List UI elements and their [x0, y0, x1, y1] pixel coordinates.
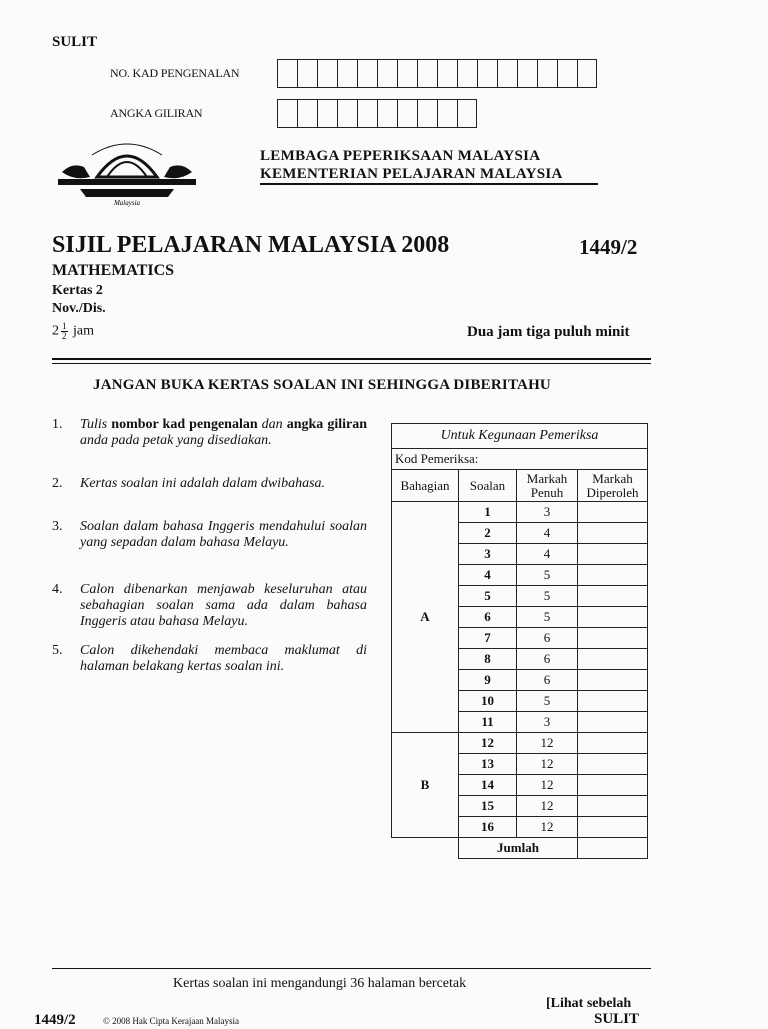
- marks-input[interactable]: [578, 628, 648, 649]
- agency-underline: [260, 183, 598, 185]
- divider: [52, 358, 651, 360]
- table-heading: Untuk Kegunaan Pemeriksa: [392, 424, 648, 449]
- col-section: Bahagian: [392, 470, 459, 502]
- marks-input[interactable]: [578, 670, 648, 691]
- subject-name: MATHEMATICS: [52, 262, 175, 279]
- examiner-marks-table: [391, 423, 648, 859]
- marks-input[interactable]: [578, 712, 648, 733]
- table-row: B 12 12: [392, 733, 648, 754]
- marks-input[interactable]: [578, 565, 648, 586]
- turn-over-note: [Lihat sebelah: [546, 996, 632, 1011]
- index-number-boxes[interactable]: [277, 99, 477, 128]
- duration-fraction: $\frac{1}{2}$: [62, 321, 67, 341]
- col-full-marks: Markah Penuh: [517, 470, 578, 502]
- paper-number: Kertas 2: [52, 283, 103, 298]
- table-row: 7 6: [392, 628, 648, 649]
- agency-line-2: KEMENTERIAN PELAJARAN MALAYSIA: [260, 166, 563, 182]
- table-row: 10 5: [392, 691, 648, 712]
- copyright: © 2008 Hak Cipta Kerajaan Malaysia: [103, 1016, 240, 1026]
- section-b: B: [392, 733, 459, 838]
- pages-note: Kertas soalan ini mengandungi 36 halaman bercetak: [173, 976, 467, 991]
- marks-input[interactable]: [578, 586, 648, 607]
- duration-unit: jam: [73, 323, 94, 339]
- table-row: 14 12: [392, 775, 648, 796]
- marks-input[interactable]: [578, 649, 648, 670]
- marks-input[interactable]: [578, 796, 648, 817]
- col-question: Soalan: [459, 470, 517, 502]
- exam-title: SIJIL PELAJARAN MALAYSIA 2008: [52, 232, 450, 258]
- table-row: 8 6: [392, 649, 648, 670]
- examiner-code-field[interactable]: Kod Pemeriksa:: [392, 449, 648, 470]
- duration: [52, 322, 94, 341]
- duration-whole: 2: [52, 323, 59, 339]
- divider-thin: [52, 363, 651, 364]
- marks-input[interactable]: [578, 817, 648, 838]
- table-row: 15 12: [392, 796, 648, 817]
- marks-input[interactable]: [578, 754, 648, 775]
- sulit-label: SULIT: [52, 34, 98, 50]
- table-row: 11 3: [392, 712, 648, 733]
- table-row: 5 5: [392, 586, 648, 607]
- total-label: Jumlah: [459, 838, 578, 859]
- table-row: 9 6: [392, 670, 648, 691]
- paper-code: 1449/2: [579, 235, 638, 259]
- exam-board-emblem-icon: [52, 137, 202, 207]
- ic-number-label: NO. KAD PENGENALAN: [110, 66, 240, 80]
- marks-input[interactable]: [578, 691, 648, 712]
- footer-paper-code: 1449/2: [34, 1012, 76, 1028]
- marks-input[interactable]: [578, 607, 648, 628]
- footer-divider: [52, 968, 651, 969]
- table-row: 2 4: [392, 523, 648, 544]
- total-row: [392, 838, 648, 859]
- instruction-5: 5. Calon dikehendaki membaca maklumat di halaman belakang kertas soalan ini.: [52, 643, 367, 674]
- table-row: 3 4: [392, 544, 648, 565]
- table-row: 6 5: [392, 607, 648, 628]
- table-row: 16 12: [392, 817, 648, 838]
- table-row: 4 5: [392, 565, 648, 586]
- instruction-4: 4. Calon dibenarkan menjawab keseluruhan atau sebahagian soalan sama ada dalam bahasa Inggeris atau bahasa Melayu.: [52, 582, 367, 629]
- instruction-2: 2. Kertas soalan ini adalah dalam dwibahasa.: [52, 476, 326, 491]
- total-input[interactable]: [578, 838, 648, 859]
- marks-input[interactable]: [578, 502, 648, 523]
- index-number-label: ANGKA GILIRAN: [110, 106, 203, 120]
- table-row: A 1 3: [392, 502, 648, 523]
- marks-input[interactable]: [578, 775, 648, 796]
- marks-input[interactable]: [578, 733, 648, 754]
- section-a: A: [392, 502, 459, 733]
- agency-line-1: LEMBAGA PEPERIKSAAN MALAYSIA: [260, 148, 541, 164]
- instruction-1: 1. Tulis nombor kad pengenalan dan angka giliran anda pada petak yang disediakan.: [52, 417, 368, 448]
- col-marks-obtained: Markah Diperoleh: [578, 470, 648, 502]
- footer-sulit: SULIT: [594, 1011, 640, 1027]
- marks-input[interactable]: [578, 544, 648, 565]
- ic-number-boxes[interactable]: [277, 59, 597, 88]
- svg-text:Malaysia: Malaysia: [113, 199, 141, 207]
- table-row: 13 12: [392, 754, 648, 775]
- instruction-3: 3. Soalan dalam bahasa Inggeris mendahului soalan yang sepadan dalam bahasa Melayu.: [52, 519, 367, 550]
- exam-session: Nov./Dis.: [52, 301, 106, 316]
- do-not-open-warning: JANGAN BUKA KERTAS SOALAN INI SEHINGGA DIBERITAHU: [93, 377, 551, 393]
- duration-text: Dua jam tiga puluh minit: [467, 324, 630, 340]
- marks-input[interactable]: [578, 523, 648, 544]
